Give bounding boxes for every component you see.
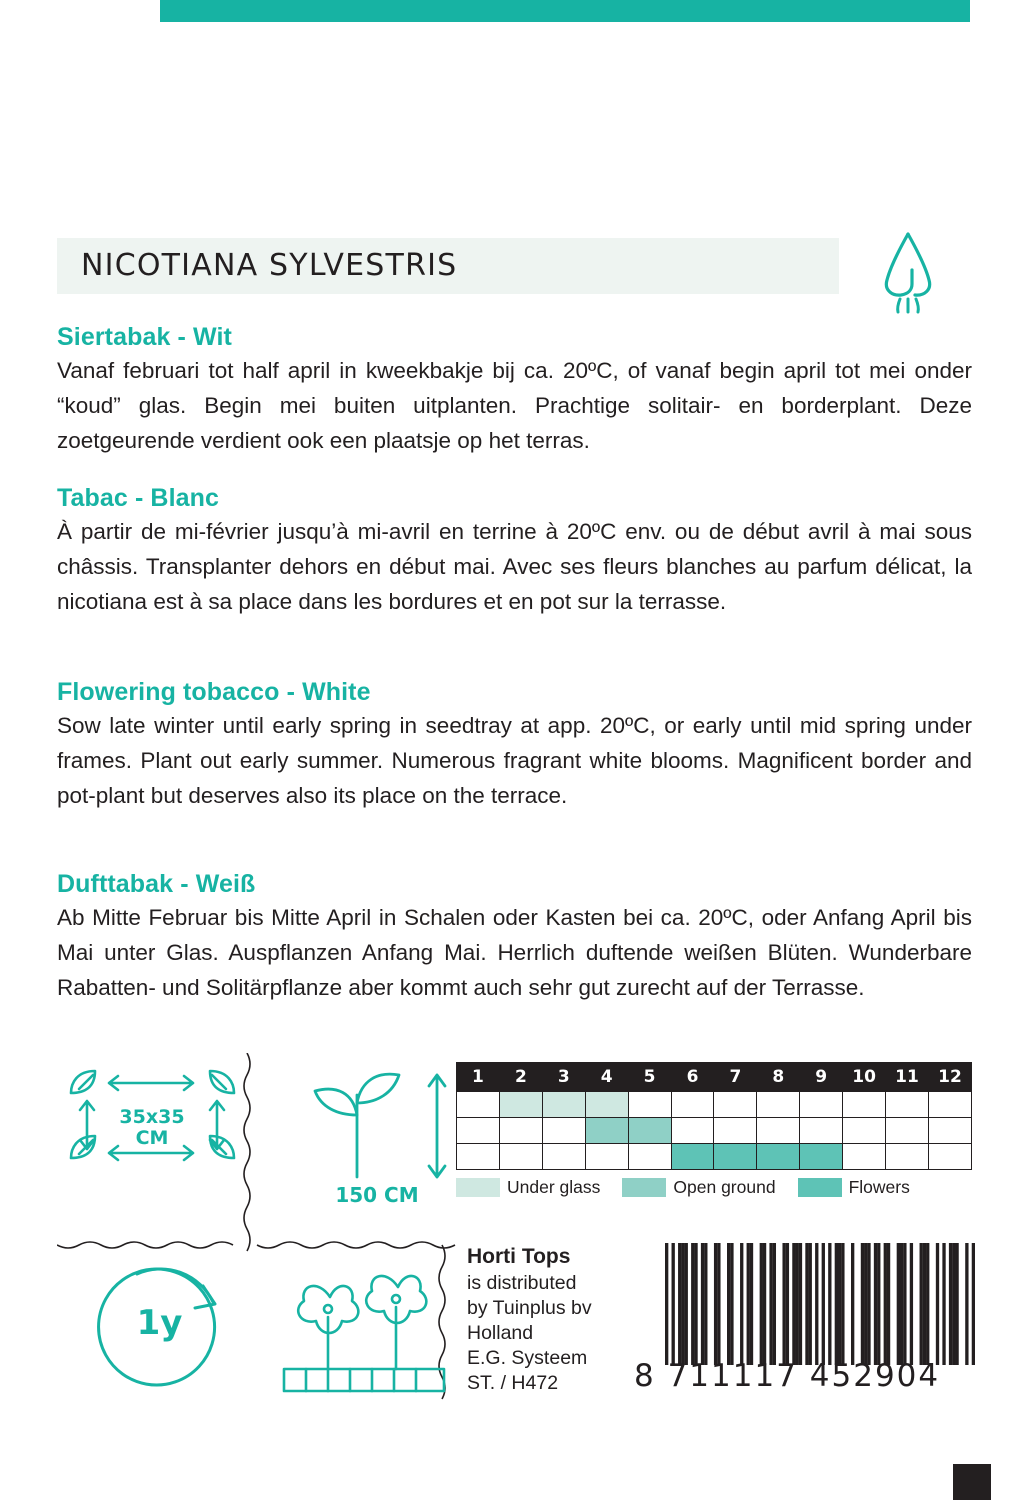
top-accent-bar: [160, 0, 970, 22]
heading-en: Flowering tobacco - White: [57, 678, 371, 706]
distributor-line-3: Holland: [467, 1321, 534, 1344]
month-9: 9: [800, 1063, 843, 1092]
month-7: 7: [714, 1063, 757, 1092]
calendar-row-open-ground: [457, 1118, 972, 1144]
calendar-header-row: [457, 1063, 972, 1092]
month-2: 2: [499, 1063, 542, 1092]
description-block-en: [57, 678, 972, 814]
description-block-fr: [57, 484, 972, 620]
sowing-calendar: [456, 1062, 972, 1198]
heading-de: Dufttabak - Weiß: [57, 870, 256, 898]
month-8: 8: [757, 1063, 800, 1092]
title-row: [57, 238, 972, 298]
brand-name: Horti Tops: [467, 1245, 571, 1268]
lifecycle-label: 1y: [136, 1303, 183, 1343]
month-11: 11: [886, 1063, 929, 1092]
legend-label-under-glass: Under glass: [507, 1177, 601, 1197]
page-title: NICOTIANA SYLVESTRIS: [81, 248, 458, 283]
body-fr: À partir de mi-février jusqu’à mi-avril en terrine à 20ºC env. ou de début avril à mai sous châssis. Transplanter dehors en début mai. Avec ses fleurs blanches au parfum délicat, la nicotiana est à sa place dans les bordures et en pot sur la terrasse.: [57, 519, 972, 614]
heading-fr: Tabac - Blanc: [57, 484, 219, 512]
legend-item-open-ground: [622, 1177, 775, 1198]
calendar-table: [456, 1062, 972, 1170]
body-de: Ab Mitte Februar bis Mitte April in Schalen oder Kasten bei ca. 20ºC, oder Anfang April bis Mai unter Glas. Auspflanzen Anfang Mai. Herrlich duftende weißen Blüten. Wunderbare Rabatten- und Solitärpflanze aber kommt auch sehr gut zurecht auf der Terrasse.: [57, 905, 972, 1000]
legend-swatch-under-glass: [456, 1178, 500, 1197]
legend-item-under-glass: [456, 1177, 600, 1198]
flowers-in-border-icon: [272, 1261, 457, 1401]
heading-nl: Siertabak - Wit: [57, 323, 232, 351]
legend-label-open-ground: Open ground: [673, 1177, 776, 1197]
distributor-line-5: ST. / H472: [467, 1371, 559, 1394]
legend-item-flowers: [798, 1177, 910, 1198]
legend-label-flowers: Flowers: [848, 1177, 910, 1197]
barcode: [665, 1243, 975, 1365]
calendar-row-under-glass: [457, 1092, 972, 1118]
distributor-line-1: is distributed: [467, 1271, 577, 1294]
spacing-value: 35x35: [119, 1106, 185, 1128]
month-6: 6: [671, 1063, 714, 1092]
description-block-nl: [57, 323, 972, 459]
month-4: 4: [585, 1063, 628, 1092]
body-nl: Vanaf februari tot half april in kweekbakje bij ca. 20ºC, of vanaf begin april tot mei onder “koud” glas. Begin mei buiten uitplanten. Prachtige solitair- en borderplant. Deze zoetgeurende verdient ook een plaatsje op het terras.: [57, 358, 972, 453]
bottom-black-mark: [953, 1464, 991, 1500]
spacing-unit: CM: [135, 1126, 169, 1149]
distributor-line-4: E.G. Systeem: [467, 1346, 588, 1369]
month-5: 5: [628, 1063, 671, 1092]
month-1: 1: [457, 1063, 500, 1092]
calendar-legend: [456, 1177, 972, 1198]
legend-swatch-open-ground: [622, 1178, 666, 1197]
distributor-info: [467, 1244, 592, 1396]
barcode-number: 8 711117 452904: [634, 1358, 941, 1394]
plant-height-label: 150 CM: [335, 1183, 419, 1207]
legend-swatch-flowers: [798, 1178, 842, 1197]
month-12: 12: [928, 1063, 971, 1092]
calendar-row-flowers: [457, 1144, 972, 1170]
body-en: Sow late winter until early spring in seedtray at app. 20ºC, or early until mid spring under frames. Plant out early summer. Numerous fragrant white blooms. Magnificent border and pot-plant but deserves also its place on the terrace.: [57, 713, 972, 808]
nose-fragrance-icon: [872, 226, 944, 321]
description-block-de: [57, 870, 972, 1006]
plant-spacing-label: [107, 1107, 197, 1149]
month-10: 10: [843, 1063, 886, 1092]
distributor-line-2: by Tuinplus bv: [467, 1296, 592, 1319]
month-3: 3: [542, 1063, 585, 1092]
plant-height-icon: [297, 1059, 457, 1189]
